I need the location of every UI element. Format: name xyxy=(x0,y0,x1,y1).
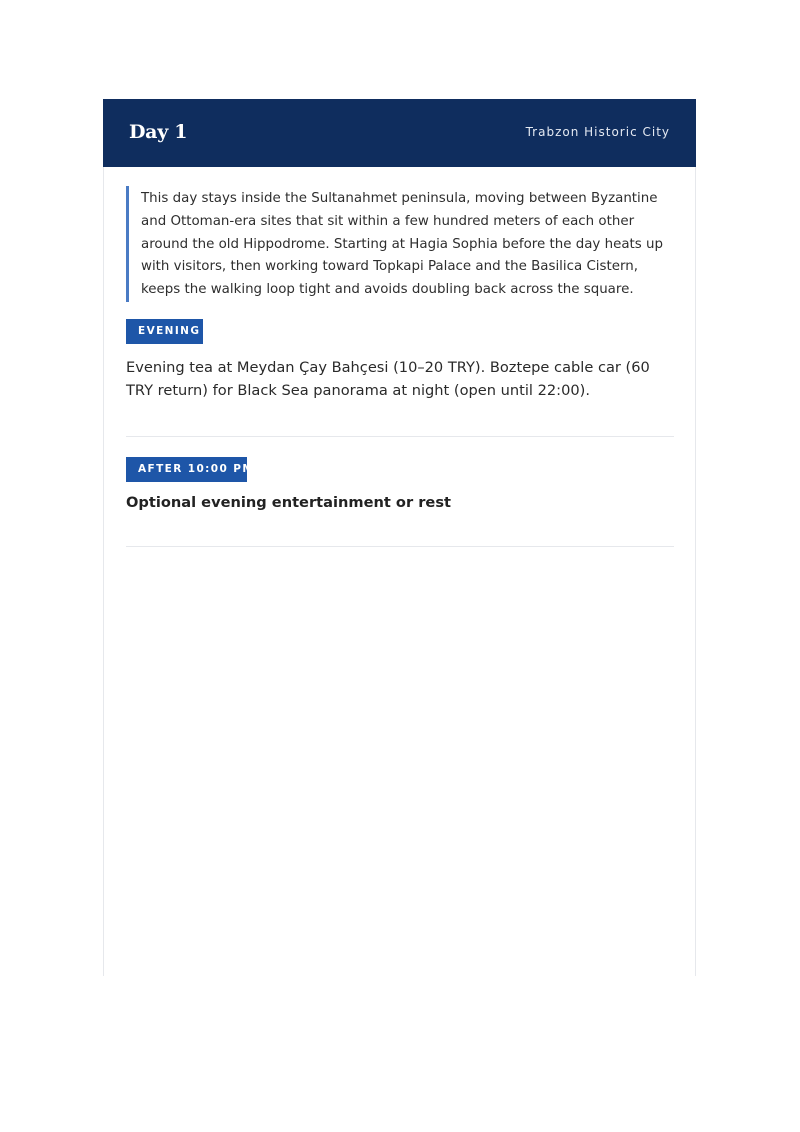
day-title: Day 1 xyxy=(129,121,188,143)
day-intro-quote: This day stays inside the Sultanahmet peninsula, moving between Byzantine and Ottoman-era sites that sit within a few hundred meters of each other around the old Hippodrome. Starting at Hagia Sophia before the day heats up with visitors, then working toward Topkapi Palace and the Basilica Cistern, keeps the walking loop tight and avoids doubling back across the square. xyxy=(126,186,670,302)
section-divider xyxy=(126,546,674,547)
evening-tag: EVENING xyxy=(126,319,203,344)
city-name: Trabzon Historic City xyxy=(525,125,670,139)
day-header xyxy=(103,99,696,167)
section-divider xyxy=(126,436,674,437)
after-10pm-tag: AFTER 10:00 PM xyxy=(126,457,247,482)
after-10pm-title: Optional evening entertainment or rest xyxy=(126,494,451,511)
day-card xyxy=(103,99,696,976)
evening-description: Evening tea at Meydan Çay Bahçesi (10–20 TRY). Boztepe cable car (60 TRY return) for Black Sea panorama at night (open until 22:00). xyxy=(126,359,650,399)
card-bottom-fade xyxy=(104,836,695,976)
